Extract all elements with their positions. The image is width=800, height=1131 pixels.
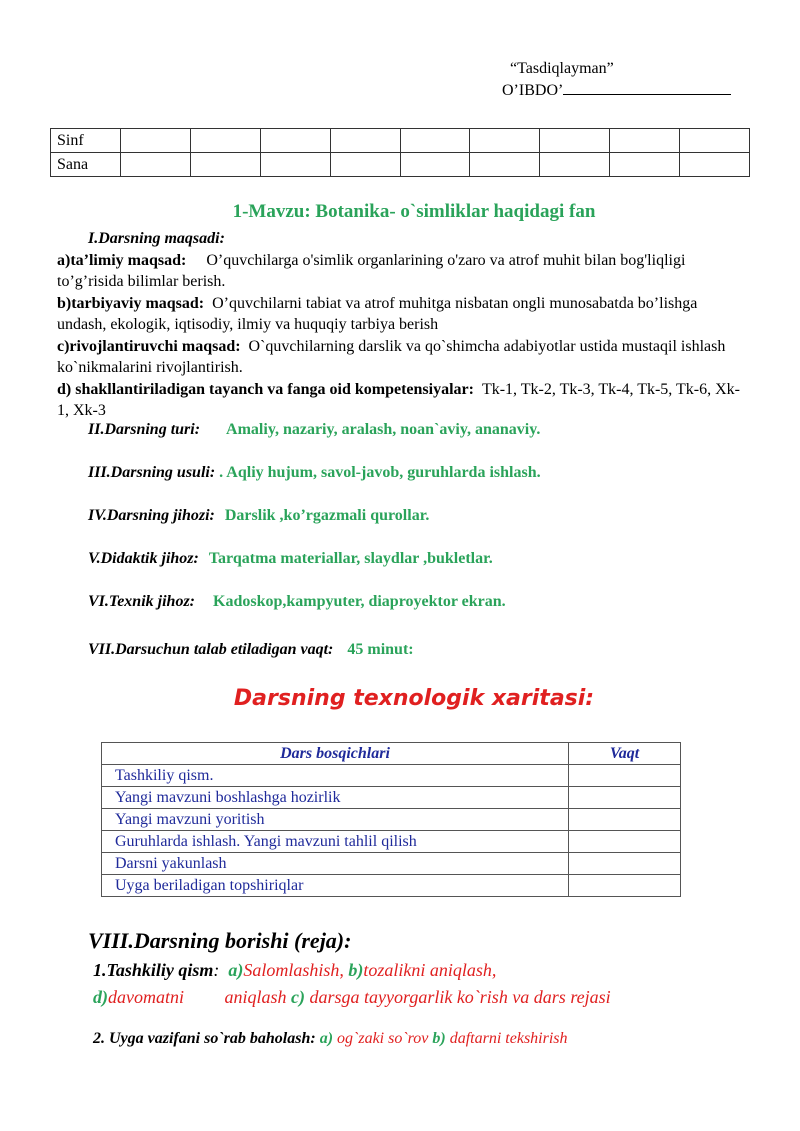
- section-value: Darslik ,ko’rgazmali qurollar.: [224, 507, 430, 524]
- step-label: 1.Tashkiliy qism: [93, 960, 214, 980]
- section-label: IV.Darsning jihozi:: [88, 507, 215, 524]
- table-cell: [190, 153, 260, 177]
- item-letter: b): [348, 960, 364, 980]
- section-value: Kadoskop,kampyuter, diaproyektor ekran.: [213, 593, 506, 610]
- table-header-row: [102, 743, 681, 765]
- time-cell: [569, 831, 681, 853]
- section-time: [88, 641, 414, 659]
- item-text: darsga tayyorgarlik ko`rish va dars rejasi: [309, 987, 611, 1007]
- time-cell: [569, 765, 681, 787]
- goal-text: Tk-1, Tk-2, Tk-3, Tk-4, Tk-5, Tk-6, Xk-1, Xk-3: [57, 380, 740, 419]
- item-text: aniqlash: [224, 987, 287, 1007]
- plan-step-1: [93, 960, 496, 981]
- table-cell: [610, 153, 680, 177]
- goal-label: c)rivojlantiruvchi maqsad:: [57, 337, 241, 355]
- table-cell: [470, 153, 540, 177]
- time-cell: [569, 853, 681, 875]
- goal-a: [57, 250, 747, 293]
- section-value: . Aqliy hujum, savol-javob, guruhlarda ishlash.: [219, 464, 541, 481]
- section-label: II.Darsning turi:: [88, 421, 201, 438]
- section-label: VII.Darsuchun talab etiladigan vaqt:: [88, 641, 334, 658]
- table-row: [102, 765, 681, 787]
- section-value: Amaliy, nazariy, aralash, noan`aviy, ananaviy.: [226, 421, 541, 438]
- time-cell: [569, 875, 681, 897]
- table-row: [102, 875, 681, 897]
- table-cell: [260, 129, 330, 153]
- table-row: [102, 853, 681, 875]
- section-label: VI.Texnik jihoz:: [88, 593, 195, 610]
- item-letter: a): [228, 960, 244, 980]
- table-cell: [190, 129, 260, 153]
- goal-text: O’quvchilarga o'simlik organlarining o'zaro va atrof muhit bilan bog'liqligi to’g’risida bilimlar berish.: [57, 251, 686, 290]
- item-text: tozalikni aniqlash,: [363, 960, 497, 980]
- table-row: [51, 129, 750, 153]
- item-text: og`zaki so`rov: [337, 1030, 429, 1047]
- approval-block: [502, 58, 731, 102]
- goal-label: b)tarbiyaviy maqsad:: [57, 294, 205, 312]
- section-value: 45 minut:: [347, 641, 414, 658]
- stage-cell: Guruhlarda ishlash. Yangi mavzuni tahlil qilish: [102, 831, 569, 853]
- time-cell: [569, 787, 681, 809]
- section-method: [88, 464, 541, 482]
- table-cell: [400, 153, 470, 177]
- goal-text: O’quvchilarni tabiat va atrof muhitga nisbatan ongli munosabatda bo’lishga undash, ekologik, iqtisodiy, ilmiy va huquqiy tarbiya berish: [57, 294, 698, 333]
- section-equipment: [88, 507, 429, 525]
- goals-heading: I.Darsning maqsadi:: [88, 230, 225, 247]
- table-cell: [540, 129, 610, 153]
- item-letter: d): [93, 987, 108, 1007]
- table-cell: [330, 153, 400, 177]
- table-cell: [330, 129, 400, 153]
- goal-text: O`quvchilarning darslik va qo`shimcha adabiyotlar ustida mustaqil ishlash ko`nikmalarini rivojlantirish.: [57, 337, 726, 376]
- item-text: davomatni: [108, 987, 184, 1007]
- section-technical: [88, 593, 506, 611]
- table-row: [51, 153, 750, 177]
- plan-title: VIII.Darsning borishi (reja):: [88, 928, 352, 953]
- plan-step-2: [93, 1030, 568, 1048]
- signature-blank: [563, 80, 731, 95]
- section-value: Tarqatma materiallar, slaydlar ,bukletlar.: [208, 550, 493, 567]
- table-cell: [400, 129, 470, 153]
- table-cell: [470, 129, 540, 153]
- approval-org: O’IBDO’: [502, 82, 564, 99]
- tech-map-title: Darsning texnologik xaritasi:: [233, 686, 595, 711]
- class-date-table: [50, 128, 750, 177]
- approval-title: “Tasdiqlayman”: [510, 60, 614, 77]
- topic-title: 1-Mavzu: Botanika- o`simliklar haqidagi fan: [232, 201, 596, 222]
- header-stages: Dars bosqichlari: [102, 743, 569, 765]
- table-cell: [610, 129, 680, 153]
- section-label: V.Didaktik jihoz:: [88, 550, 199, 567]
- stage-cell: Tashkiliy qism.: [102, 765, 569, 787]
- goal-label: d) shakllantiriladigan tayanch va fanga oid kompetensiyalar:: [57, 380, 474, 398]
- step-label: 2. Uyga vazifani so`rab baholash:: [93, 1030, 316, 1047]
- item-letter: a): [319, 1030, 334, 1047]
- item-letter: c): [291, 987, 305, 1007]
- table-cell: [680, 153, 750, 177]
- goal-d: [57, 379, 747, 422]
- stage-cell: Yangi mavzuni yoritish: [102, 809, 569, 831]
- goal-c: [57, 336, 747, 379]
- step-colon: :: [213, 960, 220, 980]
- plan-step-1-cont: [93, 987, 611, 1008]
- section-lesson-type: [88, 421, 540, 439]
- time-cell: [569, 809, 681, 831]
- row-label-sana: Sana: [51, 153, 121, 177]
- item-text: Salomlashish,: [243, 960, 344, 980]
- table-row: [102, 809, 681, 831]
- row-label-sinf: Sinf: [51, 129, 121, 153]
- table-cell: [540, 153, 610, 177]
- section-label: III.Darsning usuli:: [88, 464, 216, 481]
- stage-cell: Uyga beriladigan topshiriqlar: [102, 875, 569, 897]
- item-letter: b): [432, 1030, 446, 1047]
- stage-cell: Darsni yakunlash: [102, 853, 569, 875]
- tech-map-table: [101, 742, 681, 897]
- table-row: [102, 787, 681, 809]
- table-cell: [121, 129, 191, 153]
- section-didactic: [88, 550, 493, 568]
- header-time: Vaqt: [569, 743, 681, 765]
- goals-block: [57, 228, 747, 422]
- goal-b: [57, 293, 747, 336]
- approval-signature-line: [502, 80, 731, 102]
- table-cell: [260, 153, 330, 177]
- item-text: daftarni tekshirish: [449, 1030, 568, 1047]
- table-cell: [121, 153, 191, 177]
- table-row: [102, 831, 681, 853]
- goal-label: a)ta’limiy maqsad:: [57, 251, 187, 269]
- stage-cell: Yangi mavzuni boshlashga hozirlik: [102, 787, 569, 809]
- table-cell: [680, 129, 750, 153]
